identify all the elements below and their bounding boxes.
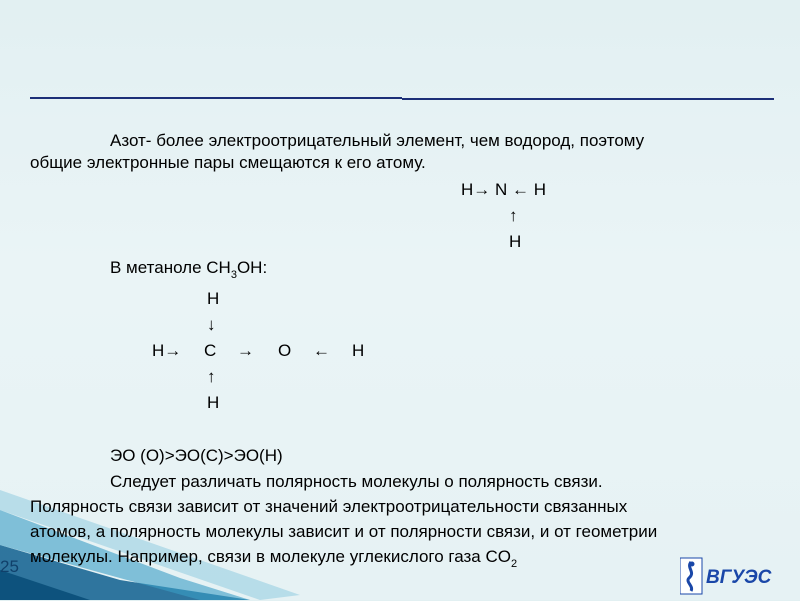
header-divider-left: [30, 97, 402, 99]
para1-line1: Азот- более электроотрицательный элемент, чем водород, поэтому: [110, 131, 645, 150]
methanol-down-arrow: ↓: [207, 315, 216, 334]
para2-line1: Следует различать полярность молекулы о полярность связи.: [110, 472, 603, 491]
methanol-up-arrow: ↑: [207, 367, 216, 386]
nh3-row: H→ N ← H: [461, 180, 546, 199]
slide-number: 25: [0, 557, 19, 576]
nh3-bottom-h: H: [509, 232, 522, 251]
para1-line2: общие электронные пары смещаются к его атому.: [30, 153, 426, 172]
eo-comparison: ЭО (О)>ЭО(С)>ЭО(Н): [110, 446, 283, 465]
methanol-o: O: [278, 341, 292, 360]
para2-line3: атомов, а полярность молекулы зависит и от полярности связи, и от геометрии: [30, 522, 658, 541]
methanol-intro: В метаноле $CH_3OH$:: [110, 258, 268, 281]
methanol-arrow-right: →: [237, 341, 254, 360]
svg-text:ВГУЭС: ВГУЭС: [706, 567, 772, 588]
methanol-h-right: H: [352, 341, 365, 360]
methanol-c: C: [204, 341, 217, 360]
methanol-h-left: H→: [152, 341, 182, 360]
nh3-arrow: ↑: [509, 206, 518, 225]
para2-line2: Полярность связи зависит от значений электроотрицательности связанных: [30, 497, 628, 516]
methanol-top-h: H: [207, 289, 220, 308]
methanol-arrow-left: ←: [313, 341, 330, 360]
header-divider-right: [402, 98, 774, 100]
university-logo: [680, 556, 790, 596]
para2-line4: молекулы. Например, связи в молекуле углекислого газа $CO_2$: [30, 547, 518, 570]
methanol-bottom-h: H: [207, 393, 220, 412]
